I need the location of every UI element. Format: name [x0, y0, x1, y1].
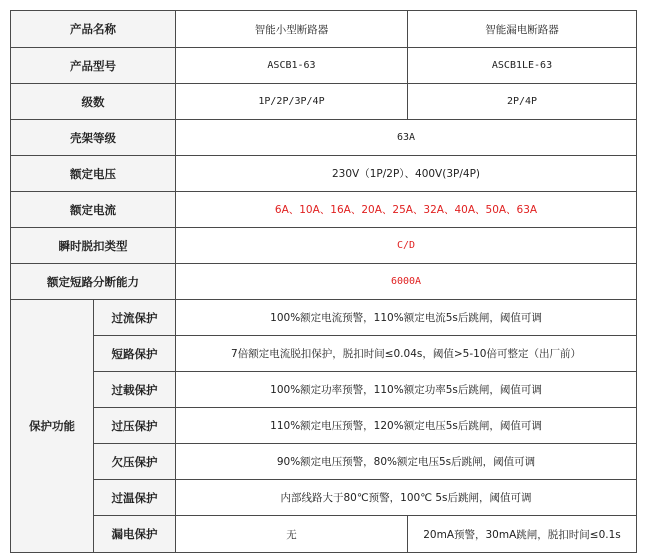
- overload-label: 过载保护: [94, 372, 176, 408]
- row-poles: [11, 84, 637, 120]
- rated-current-label: 额定电流: [11, 192, 176, 228]
- leakage-mcb: 无: [176, 516, 408, 553]
- rated-voltage-value: 230V（1P/2P）、400V(3P/4P): [176, 156, 637, 192]
- row-rated-voltage: [11, 156, 637, 192]
- frame-grade-value: 63A: [176, 120, 637, 156]
- poles-mcb: 1P/2P/3P/4P: [176, 84, 408, 120]
- overtemp-value: 内部线路大于80℃预警，100℃ 5s后跳闸，阈值可调: [176, 480, 637, 516]
- product-model-rcbo: ASCB1LE-63: [408, 48, 637, 84]
- overcurrent-value: 100%额定电流预警，110%额定电流5s后跳闸，阈值可调: [176, 300, 637, 336]
- poles-rcbo: 2P/4P: [408, 84, 637, 120]
- row-rated-current: [11, 192, 637, 228]
- protection-group-label: 保护功能: [11, 300, 94, 553]
- overvoltage-label: 过压保护: [94, 408, 176, 444]
- row-product-model: [11, 48, 637, 84]
- row-overcurrent: [11, 300, 637, 336]
- row-product-name: [11, 11, 637, 48]
- product-name-rcbo: 智能漏电断路器: [408, 11, 637, 48]
- leakage-rcbo: 20mA预警，30mA跳闸，脱扣时间≤0.1s: [408, 516, 637, 553]
- leakage-label: 漏电保护: [94, 516, 176, 553]
- short-circuit-capacity-label: 额定短路分断能力: [11, 264, 176, 300]
- product-model-label: 产品型号: [11, 48, 176, 84]
- product-name-label: 产品名称: [11, 11, 176, 48]
- undervoltage-label: 欠压保护: [94, 444, 176, 480]
- rated-current-value: 6A、10A、16A、20A、25A、32A、40A、50A、63A: [176, 192, 637, 228]
- short-circuit-value: 7倍额定电流脱扣保护，脱扣时间≤0.04s，阈值>5-10倍可整定（出厂前）: [176, 336, 637, 372]
- trip-type-value: C/D: [176, 228, 637, 264]
- overcurrent-label: 过流保护: [94, 300, 176, 336]
- row-trip-type: [11, 228, 637, 264]
- row-overload: [11, 372, 637, 408]
- short-circuit-label: 短路保护: [94, 336, 176, 372]
- overtemp-label: 过温保护: [94, 480, 176, 516]
- overload-value: 100%额定功率预警，110%额定功率5s后跳闸，阈值可调: [176, 372, 637, 408]
- product-name-mcb: 智能小型断路器: [176, 11, 408, 48]
- short-circuit-capacity-value: 6000A: [176, 264, 637, 300]
- overvoltage-value: 110%额定电压预警，120%额定电压5s后跳闸，阈值可调: [176, 408, 637, 444]
- row-short-circuit-capacity: [11, 264, 637, 300]
- rated-voltage-label: 额定电压: [11, 156, 176, 192]
- row-overvoltage: [11, 408, 637, 444]
- spec-table: [10, 10, 637, 553]
- poles-label: 级数: [11, 84, 176, 120]
- row-leakage: [11, 516, 637, 553]
- frame-grade-label: 壳架等级: [11, 120, 176, 156]
- product-model-mcb: ASCB1-63: [176, 48, 408, 84]
- trip-type-label: 瞬时脱扣类型: [11, 228, 176, 264]
- row-overtemp: [11, 480, 637, 516]
- undervoltage-value: 90%额定电压预警，80%额定电压5s后跳闸，阈值可调: [176, 444, 637, 480]
- row-short-circuit: [11, 336, 637, 372]
- row-frame-grade: [11, 120, 637, 156]
- row-undervoltage: [11, 444, 637, 480]
